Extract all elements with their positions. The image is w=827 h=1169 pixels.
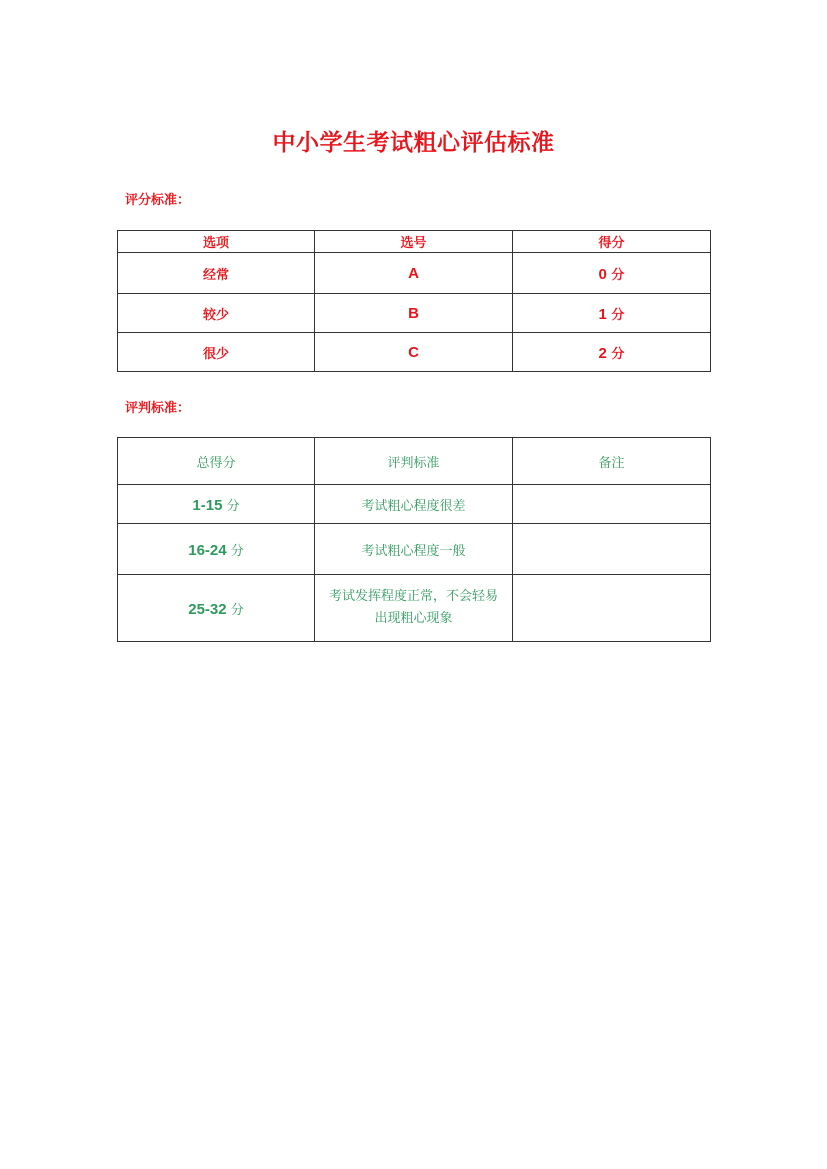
code-value: B [408,304,419,322]
criterion-cell: 考试粗心程度很差 [315,485,513,524]
table-row [118,485,711,524]
judging-section-label: 评判标准： [125,401,191,416]
range-cell [118,485,315,524]
range-value: 1-15 [192,496,223,514]
note-cell [513,485,711,524]
score-unit: 分 [611,346,625,362]
table-row [118,575,711,642]
range-value: 16-24 [188,541,227,559]
range-cell [118,575,315,642]
score-cell [513,333,711,372]
header-criterion: 评判标准 [315,438,513,485]
page-title: 中小学生考试粗心评估标准 [272,129,555,156]
criterion-text: 考试发挥程度正常，不会轻易出现粗心现象 [328,589,498,626]
code-value: A [408,264,419,282]
score-value: 1 [598,305,607,323]
header-option: 选项 [118,231,315,253]
header-total-score: 总得分 [118,438,315,485]
score-value: 2 [598,344,607,362]
option-cell: 较少 [118,294,315,333]
score-value: 0 [598,265,607,283]
header-code: 选号 [315,231,513,253]
note-cell [513,524,711,575]
criterion-cell: 考试粗心程度一般 [315,524,513,575]
option-cell: 经常 [118,253,315,294]
table-header-row [118,231,711,253]
range-unit: 分 [230,543,244,559]
table-row [118,253,711,294]
table-row [118,294,711,333]
range-cell [118,524,315,575]
scoring-section-label: 评分标准： [125,193,191,208]
criterion-cell [315,575,513,642]
table-row [118,524,711,575]
code-value: C [408,343,419,361]
header-note: 备注 [513,438,711,485]
range-unit: 分 [230,602,244,618]
judging-table [117,437,711,642]
table-header-row [118,438,711,485]
code-cell [315,333,513,372]
scoring-table [117,230,711,372]
score-unit: 分 [611,307,625,323]
code-cell [315,253,513,294]
score-cell [513,294,711,333]
note-cell [513,575,711,642]
score-cell [513,253,711,294]
score-unit: 分 [611,267,625,283]
code-cell [315,294,513,333]
range-value: 25-32 [188,600,227,618]
table-row [118,333,711,372]
header-score: 得分 [513,231,711,253]
option-cell: 很少 [118,333,315,372]
range-unit: 分 [226,498,240,514]
